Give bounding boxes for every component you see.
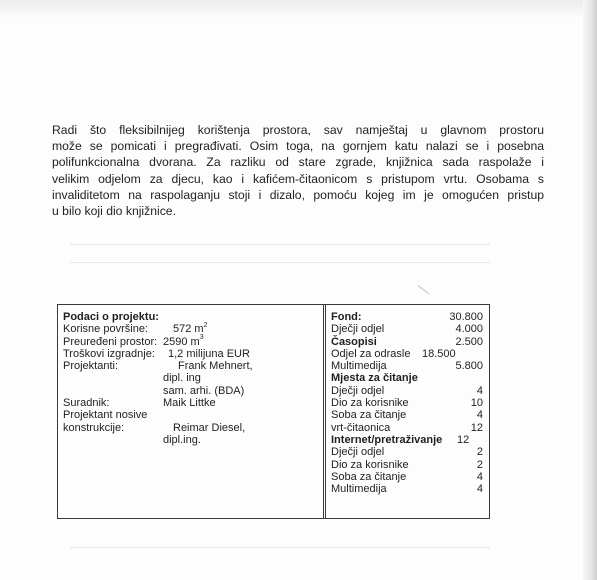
- designers-row-cont: [63, 385, 319, 397]
- project-heading: Podaci o projektu:: [63, 311, 159, 323]
- library-stats-column: [331, 311, 483, 495]
- fond-item-label: Odjel za odrasle: [331, 347, 411, 360]
- internet-item-value: 2: [476, 446, 483, 459]
- fond-item-value: 18.500: [422, 347, 456, 360]
- show-through-line: [70, 262, 490, 263]
- cost-label: Troškovi izgradnje:: [63, 347, 155, 360]
- designers-row-cont: [63, 372, 319, 384]
- paragraph-line: u bilo koji dio knjižnice.: [52, 204, 176, 219]
- internet-item-row: [331, 459, 483, 471]
- internet-item-label: Soba za čitanje: [331, 470, 407, 483]
- paragraph-line: velikim odjelom za djecu, kao i kafićem-čitaonicom s pristupom vrtu. Osobama s: [52, 171, 544, 186]
- usable-area-row: [63, 323, 319, 335]
- paragraph-line: može se pomicati i pregrađivati. Osim toga, na gornjem katu nalazi se i posebna: [52, 139, 544, 154]
- internet-total: 12: [457, 433, 470, 446]
- body-paragraph: [52, 122, 544, 219]
- internet-heading: Internet/pretraživanje: [331, 433, 443, 446]
- fond-item-value: 5.800: [455, 360, 483, 373]
- reading-item-value: 12: [470, 421, 483, 434]
- fond-item-row: [331, 336, 483, 348]
- structure-label-cont: konstrukcije:: [63, 421, 125, 434]
- show-through-line: [70, 547, 490, 548]
- structure-row-cont: [63, 434, 319, 446]
- associate-row: [63, 397, 319, 409]
- fond-item-label: Časopisi: [331, 335, 377, 348]
- usable-area-label: Korisne površine:: [63, 323, 148, 336]
- unit-exponent: 3: [199, 333, 204, 341]
- paragraph-line: Radi što fleksibilnijeg korištenja prostora, sav namještaj u glavnom prostoru: [52, 123, 544, 137]
- reading-item-row: [331, 409, 483, 421]
- paper-crease-mark: [418, 285, 430, 294]
- usable-area-value: 572 $m^2$: [173, 321, 208, 336]
- fond-item-row: [331, 348, 483, 360]
- reading-item-label: Dječji odjel: [331, 384, 385, 397]
- internet-item-row: [331, 446, 483, 458]
- reading-item-label: vrt-čitaonica: [331, 421, 391, 434]
- column-divider: [323, 305, 326, 518]
- fond-item-value: 2.500: [455, 335, 483, 348]
- reading-places-heading: Mjesta za čitanje: [331, 372, 418, 385]
- renovated-area-row: [63, 333, 319, 348]
- internet-item-label: Dio za korisnike: [331, 458, 409, 471]
- fond-item-row: [331, 360, 483, 372]
- internet-item-label: Multimedija: [331, 483, 387, 496]
- renovated-area-value: 2590 $m^3$: [163, 333, 204, 348]
- fond-item-row: [331, 323, 483, 335]
- fond-label: Fond:: [331, 311, 362, 323]
- internet-item-value: 4: [476, 483, 483, 496]
- renovated-area-label: Preuređeni prostor:: [63, 335, 158, 348]
- designer-affiliation: sam. arhi. (BDA): [163, 384, 245, 397]
- reading-item-label: Soba za čitanje: [331, 409, 407, 422]
- structure-engineer-name: Reimar Diesel,: [173, 421, 246, 434]
- page-top-shadow: [0, 0, 597, 18]
- internet-item-row: [331, 471, 483, 483]
- structure-engineer-title: dipl.ing.: [163, 433, 201, 446]
- page-edge-shadow: [583, 0, 597, 580]
- fond-item-value: 4.000: [455, 323, 483, 336]
- cost-value: 1,2 milijuna EUR: [168, 347, 250, 360]
- project-info-box: [57, 304, 490, 519]
- reading-item-row: [331, 397, 483, 409]
- cost-row: [63, 348, 319, 360]
- associate-label: Suradnik:: [63, 397, 110, 410]
- fond-value: 30.800: [449, 311, 483, 323]
- paragraph-line: polifunkcionalna dvorana. Za razliku od stare zgrade, knjižnica sada raspolaže i: [52, 155, 544, 170]
- reading-item-label: Dio za korisnike: [331, 397, 409, 410]
- designer-title: dipl. ing: [163, 372, 201, 385]
- project-data-column: [63, 311, 319, 446]
- fond-row: [331, 311, 483, 323]
- fond-item-label: Dječji odjel: [331, 323, 385, 336]
- internet-heading-row: [331, 434, 483, 446]
- internet-item-value: 2: [476, 458, 483, 471]
- designers-row: [63, 360, 319, 372]
- internet-item-row: [331, 483, 483, 495]
- reading-item-value: 4: [476, 384, 483, 397]
- structure-row: [63, 409, 319, 421]
- paragraph-line: invaliditetom na raspolaganju stoji i dizalo, pomoću kojeg im je omogućen pristup: [52, 187, 544, 202]
- designer-name: Frank Mehnert,: [178, 360, 253, 373]
- reading-item-value: 4: [476, 409, 483, 422]
- reading-item-value: 10: [470, 397, 483, 410]
- show-through-line: [70, 244, 490, 245]
- unit-exponent: 2: [203, 321, 208, 329]
- fond-item-label: Multimedija: [331, 360, 387, 373]
- internet-item-label: Dječji odjel: [331, 446, 385, 459]
- structure-row-cont: [63, 422, 319, 434]
- associate-name: Maik Littke: [163, 397, 216, 410]
- designers-label: Projektanti:: [63, 360, 119, 373]
- internet-item-value: 4: [476, 470, 483, 483]
- reading-item-row: [331, 385, 483, 397]
- reading-item-row: [331, 422, 483, 434]
- structure-label: Projektant nosive: [63, 409, 148, 422]
